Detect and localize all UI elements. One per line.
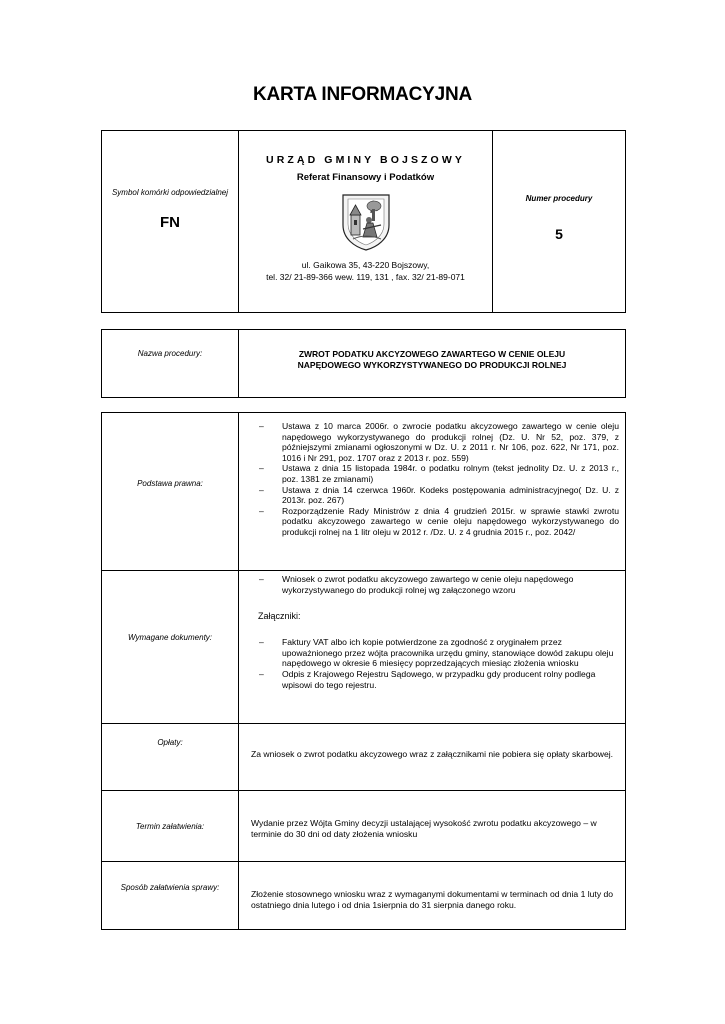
procedure-name-cell [239,330,626,398]
header-table [101,130,626,313]
attachments-label: Załączniki: [258,611,301,622]
procedure-name-line-2: NAPĘDOWEGO WYKORZYSTYWANEGO DO PRODUKCJI ROLNEJ [297,360,567,370]
required-documents-label: Wymagane dokumenty: [127,633,213,642]
symbol-label: Symbol komórki odpowiedzialnej [111,188,229,197]
procedure-name-label: Nazwa procedury: [137,349,203,358]
coat-of-arms-icon [341,193,391,251]
list-item: – Rozporządzenie Rady Ministrów z dnia 4 grudzień 2015r. w sprawie stawki zwrotu podatku akcyzowego zawartego w cenie oleju napędowego wykorzystywanego do produkcji rolnej na 1 litr oleju w 2012 r. /Dz. U. z 4 grudnia 2015 r., poz. 2042/ [259,505,619,537]
deadline-row [102,791,626,862]
required-documents-row [102,571,626,724]
deadline-text: Wydanie przez Wójta Gminy decyzji ustalającej wysokość zwrotu podatku akcyzowego – w terminie do 30 dni od daty złożenia wniosku [251,818,597,839]
legal-basis-list [239,421,625,538]
department-name: Referat Finansowy i Podatków [296,172,435,183]
method-label: Sposób załatwienia sprawy: [120,883,220,892]
symbol-cell [102,131,239,313]
procedure-number-cell [493,131,626,313]
list-item: – Faktury VAT albo ich kopie potwierdzone za zgodność z oryginałem przez upoważnionego przez wójta pracownika urzędu gminy, stanowiące dowód zakupu oleju napędowego w okresie 6 miesięcy poprzedzających miesiąc złożenia wniosku [259,637,614,669]
deadline-label: Termin załatwienia: [135,822,205,831]
list-item: – Ustawa z dnia 15 listopada 1984r. o podatku rolnym (tekst jednolity Dz. U. z 2013 r., poz. 1381 ze zmianami) [259,463,619,484]
method-text: Złożenie stosownego wniosku wraz z wymaganymi dokumentami w terminach od dnia 1 luty do ostatniego dnia lutego i od dnia 1sierpnia do 31 sierpnia danego roku. [251,889,614,910]
address-line-2: tel. 32/ 21-89-366 wew. 119, 131 , fax. 32/ 21-89-071 [266,272,465,282]
procedure-name-line-1: ZWROT PODATKU AKCYZOWEGO ZAWARTEGO W CENIE OLEJU [298,349,566,359]
page-title: KARTA INFORMACYJNA [252,84,473,105]
office-name: URZĄD GMINY BOJSZOWY [266,154,465,166]
office-cell [239,131,493,313]
fees-label: Opłaty: [157,738,183,747]
address-line-1: ul. Gaikowa 35, 43-220 Bojszowy, [301,260,430,270]
list-item: – Odpis z Krajowego Rejestru Sądowego, w przypadku gdy producent rolny podlega wpisowi do tego rejestru. [259,668,596,690]
list-item: – Ustawa z dnia 14 czerwca 1960r. Kodeks postępowania administracyjnego( Dz. U. z 2013r. poz. 267) [259,484,619,506]
symbol-value: FN [160,214,180,231]
legal-basis-row [102,413,626,571]
list-item: – Wniosek o zwrot podatku akcyzowego zawartego w cenie oleju napędowego wykorzystywanego do produkcji rolnej wg załączonego wzoru [259,574,574,595]
attachments-list [239,637,625,690]
list-item: – Ustawa z 10 marca 2006r. o zwrocie podatku akcyzowego zawartego w cenie oleju napędowego wykorzystywanego do produkcji rolnej (Dz. U. Nr 52, poz. 379, z późniejszymi zmianami ogłoszonymi w Dz. U. z 2011 r. Nr 106, poz. 622, Nr 171, poz. 1016 i Nr 291, poz. 1707 oraz z 2013 r. poz. 559) [259,421,619,463]
legal-basis-label: Podstawa prawna: [137,479,203,488]
procedure-name-label-cell [102,330,239,398]
method-row [102,862,626,930]
procedure-number-label: Numer procedury [525,194,593,203]
procedure-number: 5 [555,226,563,242]
fees-row [102,724,626,791]
details-table [101,412,626,930]
fees-text: Za wniosek o zwrot podatku akcyzowego wraz z załącznikami nie pobiera się opłaty skarbowej. [251,749,614,759]
procedure-name-table [101,329,626,398]
required-documents-list [239,574,625,595]
